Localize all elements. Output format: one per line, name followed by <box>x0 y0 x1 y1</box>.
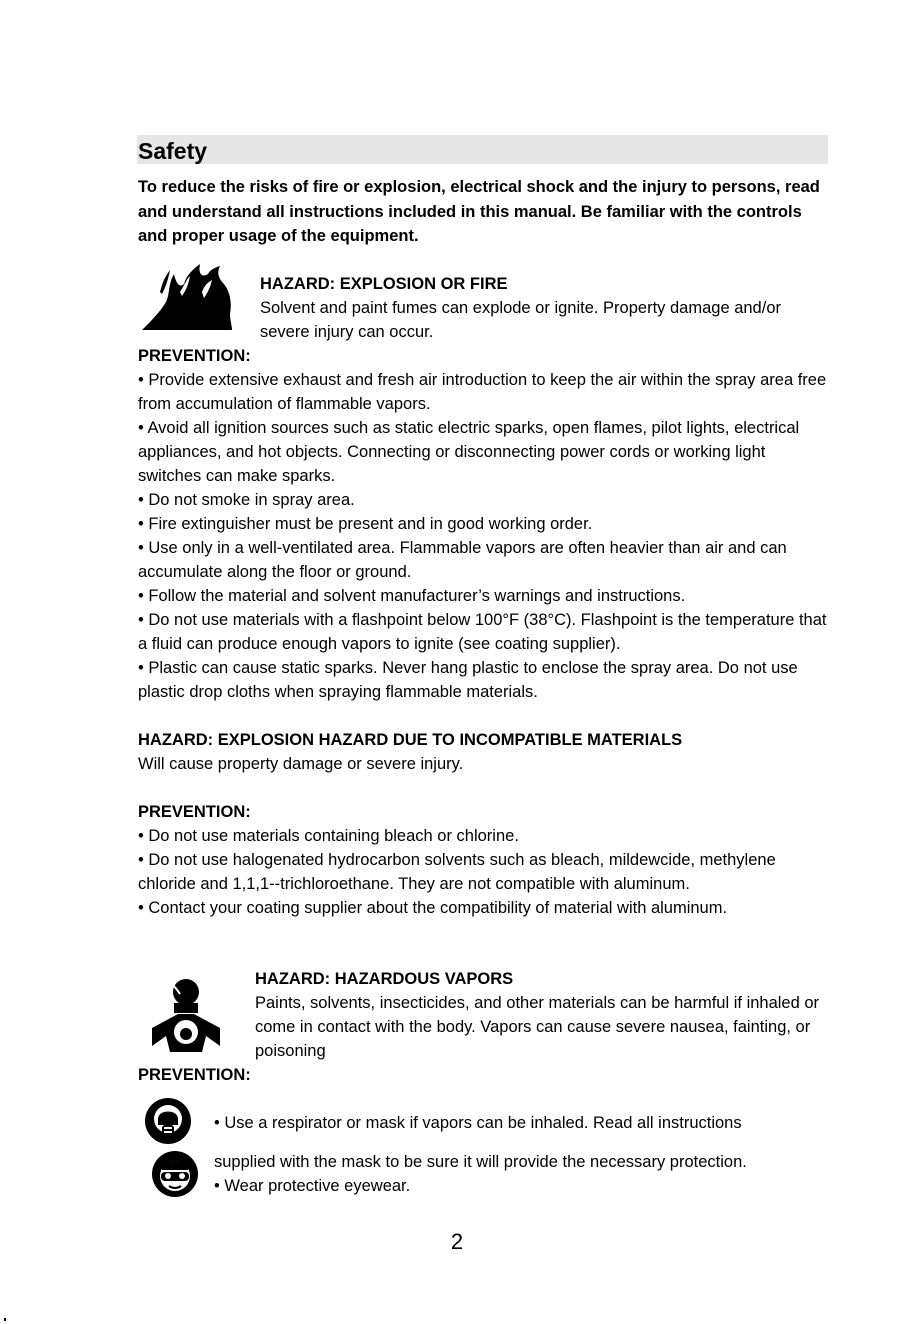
eyewear-instruction: • Wear protective eyewear. <box>214 1177 411 1195</box>
list-item: • Do not use materials containing bleach or chlorine. <box>138 827 519 845</box>
list-item: • Do not use materials with a flashpoint below 100°F (38°C). Flashpoint is the temperature that a fluid can produce enough vapors to ignite (see coating supplier). <box>138 611 827 653</box>
hazard-incompatible-description: Will cause property damage or severe injury. <box>138 755 464 773</box>
flame-icon <box>140 262 234 332</box>
page-number: 2 <box>450 1229 464 1254</box>
list-item: • Plastic can cause static sparks. Never hang plastic to enclose the spray area. Do not use plastic drop cloths when spraying flammable materials. <box>138 659 798 701</box>
list-item: • Use only in a well-ventilated area. Flammable vapors are often heavier than air and can accumulate along the floor or ground. <box>138 539 787 581</box>
respirator-instruction: • Use a respirator or mask if vapors can be inhaled. Read all instructions <box>214 1114 742 1132</box>
list-item: • Fire extinguisher must be present and in good working order. <box>138 515 593 533</box>
list-item: • Contact your coating supplier about the compatibility of material with aluminum. <box>138 899 728 917</box>
prevention-label: PREVENTION: <box>138 347 251 365</box>
section-header-bar <box>137 135 828 164</box>
respirator-icon <box>144 1097 192 1145</box>
list-item: • Follow the material and solvent manufacturer’s warnings and instructions. <box>138 587 686 605</box>
list-item: • Avoid all ignition sources such as static electric sparks, open flames, pilot lights, electrical appliances, and hot objects. Connecting or disconnecting power cords or working light switches can make sparks. <box>138 419 800 485</box>
toxic-vapor-person-icon <box>144 976 228 1052</box>
eyewear-icon <box>151 1150 199 1198</box>
list-item: • Provide extensive exhaust and fresh air introduction to keep the air within the spray area free from accumulation of flammable vapors. <box>138 371 827 413</box>
prevention-label: PREVENTION: <box>138 803 251 821</box>
respirator-instruction-continued: supplied with the mask to be sure it will provide the necessary protection. <box>214 1153 747 1171</box>
fire-prevention-list <box>138 368 833 704</box>
section-title: Safety <box>138 138 208 164</box>
hazard-vapors-description: Paints, solvents, insecticides, and other materials can be harmful if inhaled or come in contact with the body. Vapors can cause severe nausea, fainting, or poisoning <box>255 994 820 1060</box>
incompatible-prevention-list <box>138 824 833 920</box>
list-item: • Do not smoke in spray area. <box>138 491 355 509</box>
intro-warning: To reduce the risks of fire or explosion, electrical shock and the injury to persons, read and understand all instructions included in this manual. Be familiar with the controls and proper usage of the equipment. <box>138 178 820 245</box>
list-item: • Do not use halogenated hydrocarbon solvents such as bleach, mildewcide, methylene chloride and 1,1,1--trichloroethane. They are not compatible with aluminum. <box>138 851 776 893</box>
prevention-label: PREVENTION: <box>138 1066 251 1084</box>
scan-artifact <box>4 1318 6 1321</box>
hazard-fire-description: Solvent and paint fumes can explode or ignite. Property damage and/or severe injury can occur. <box>260 299 781 341</box>
hazard-vapors-title: HAZARD: HAZARDOUS VAPORS <box>255 970 514 988</box>
hazard-incompatible-title: HAZARD: EXPLOSION HAZARD DUE TO INCOMPATIBLE MATERIALS <box>138 731 683 749</box>
hazard-fire-title: HAZARD: EXPLOSION OR FIRE <box>260 275 508 293</box>
